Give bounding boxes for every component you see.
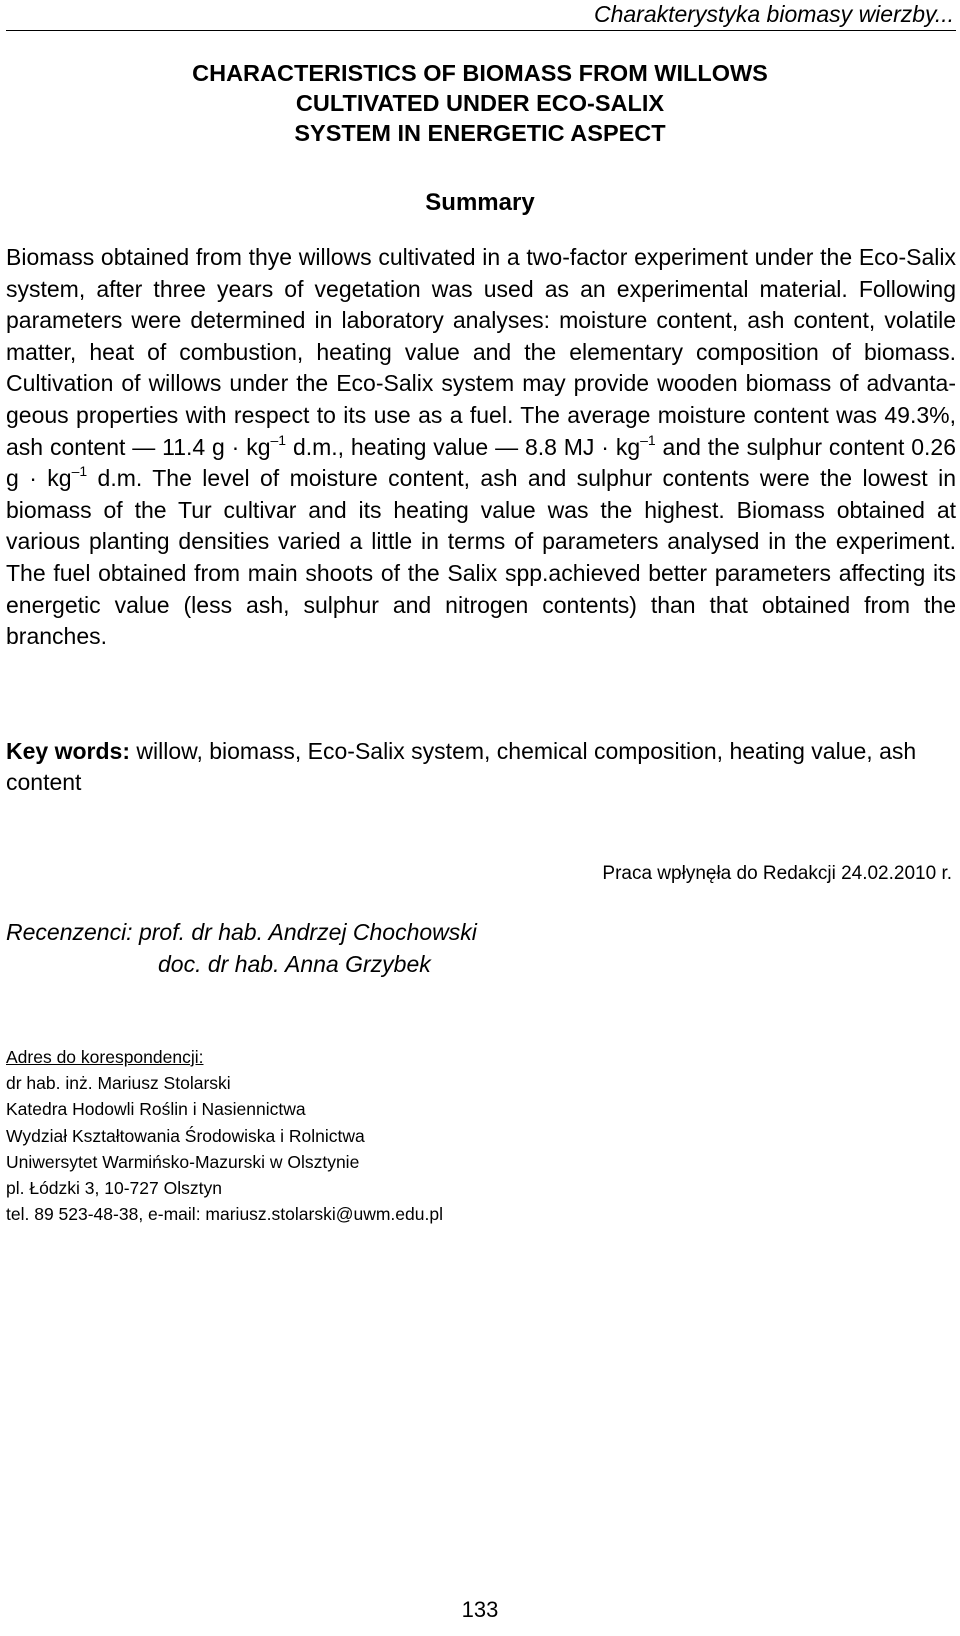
superscript: –1: [71, 463, 88, 480]
address-line: Wydział Kształtowania Środowiska i Rolnictwa: [6, 1125, 365, 1146]
superscript: –1: [270, 431, 287, 448]
keywords-label: Key words:: [6, 738, 130, 764]
address-line: Uniwersytet Warmińsko-Mazurski w Olsztynie: [6, 1151, 360, 1172]
address-line: dr hab. inż. Mariusz Stolarski: [6, 1073, 231, 1094]
title-line: SYSTEM IN ENERGETIC ASPECT: [294, 120, 666, 146]
abstract-text: d.m., heating value — 8.8 MJ · kg: [286, 433, 641, 460]
reviewers: [6, 916, 477, 980]
abstract-paragraph: [6, 242, 956, 653]
summary-heading: Summary: [425, 189, 535, 216]
running-title: Charakterystyka biomasy wierzby...: [593, 1, 954, 27]
reviewer-line: doc. dr hab. Anna Grzybek: [158, 951, 431, 977]
address-line: tel. 89 523-48-38, e-mail: mariusz.stolarski@uwm.edu.pl: [6, 1204, 443, 1225]
reviewer-line: Recenzenci: prof. dr hab. Andrzej Chochowski: [6, 919, 477, 945]
title-line: CULTIVATED UNDER ECO-SALIX: [295, 90, 665, 116]
keywords-text: willow, biomass, Eco-Salix system, chemical composition, heating value, ash content: [6, 738, 917, 795]
abstract-text: and the sulphur content 0.26 g · kg: [6, 433, 956, 492]
keywords: [6, 736, 956, 798]
address-line: pl. Łódzki 3, 10-727 Olsztyn: [6, 1178, 222, 1199]
running-header: [6, 0, 956, 31]
abstract-text: d.m. The level of moisture content, ash and sulphur contents were the lowest in biomass of the Tur cultivar and its heating value was the highest. Biomass obtained at various planting densities varied a little in terms of parameters analysed in the experiment. The fuel obtained from main shoots of the Salix spp.achieved better parameters affecting its energetic value (less ash, sulphur and nitrogen contents) than that obtained from the branches.: [6, 465, 956, 650]
correspondence-label: Adres do korespondencji:: [6, 1047, 204, 1067]
article-title: [0, 58, 960, 148]
title-line: CHARACTERISTICS OF BIOMASS FROM WILLOWS: [192, 60, 768, 86]
address-line: Katedra Hodowli Roślin i Nasiennictwa: [6, 1099, 306, 1120]
page-number: 133: [461, 1597, 499, 1622]
correspondence-address: [6, 1044, 443, 1227]
superscript: –1: [640, 431, 656, 448]
received-note: Praca wpłynęła do Redakcji 24.02.2010 r.: [602, 863, 952, 884]
abstract-text: Biomass obtained from thye willows cultivated in a two-factor experiment under the Eco-Salix system, after three years of vegetation was used as an experimental material. Following parameters were determined in laboratory analyses: moisture content, ash content, volatile matter, heat of combustion, heating value and the elementary composition of biomass. Cultivation of willows under the Eco-Salix system may provide wooden biomass of advantageous properties with respect to its use as a fuel. The average moisture content was 49.3%, ash content — 11.4 g · kg: [6, 244, 956, 460]
